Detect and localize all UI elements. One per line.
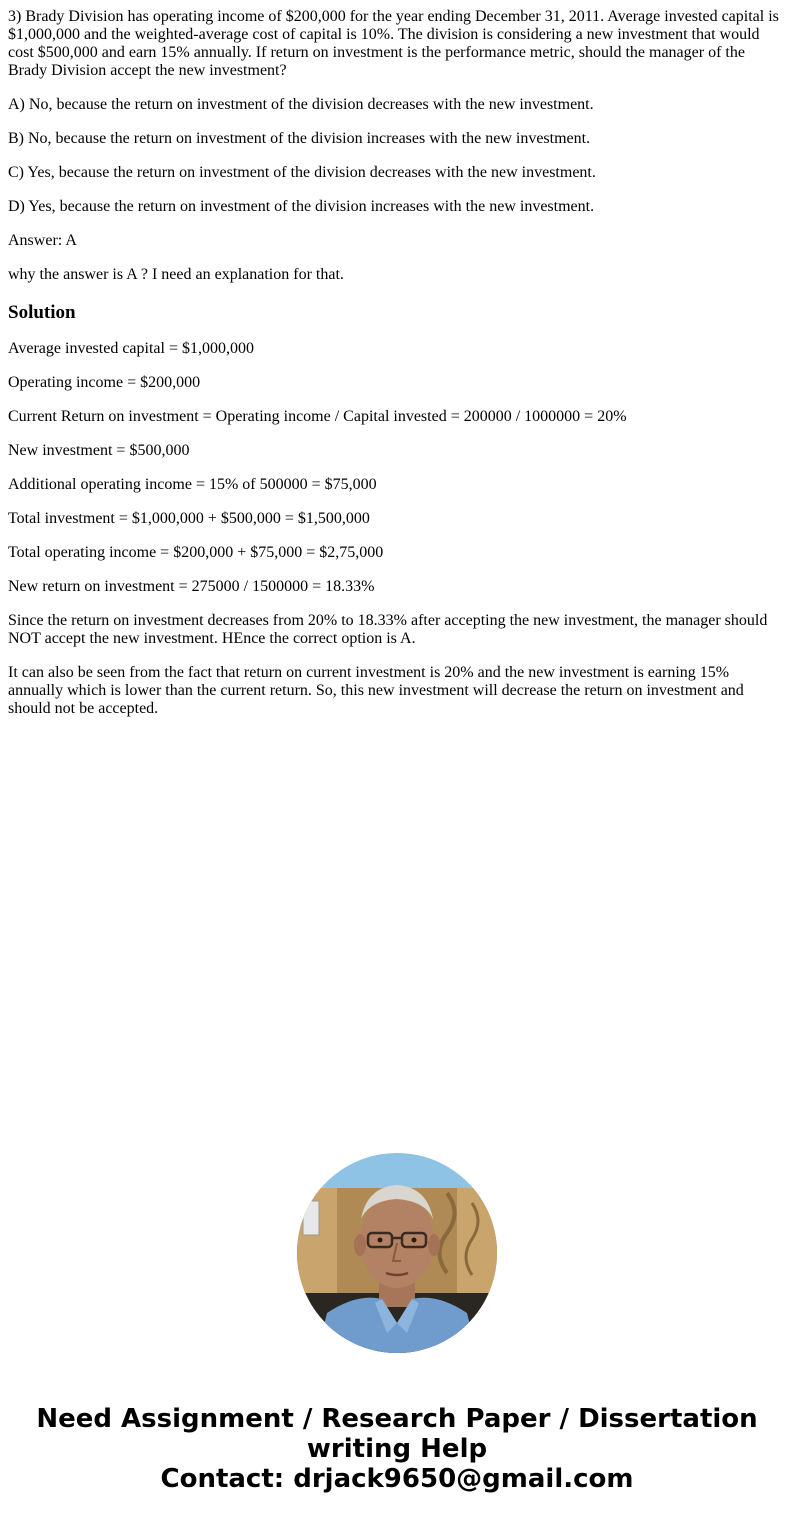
solution-line: Operating income = $200,000 bbox=[8, 374, 201, 391]
document-content bbox=[8, 8, 786, 734]
solution-line: New return on investment = 275000 / 1500000 = 18.33% bbox=[8, 578, 375, 595]
solution-line: Total investment = $1,000,000 + $500,000 = $1,500,000 bbox=[8, 510, 370, 527]
solution-line: New investment = $500,000 bbox=[8, 442, 190, 459]
banner-line: writing Help bbox=[306, 1434, 488, 1464]
solution-conclusion: Since the return on investment decreases from 20% to 18.33% after accepting the new investment, the manager should NOT accept the new investment. HEnce the correct option is A. bbox=[8, 612, 768, 647]
question-text: 3) Brady Division has operating income of $200,000 for the year ending December 31, 2011. Average invested capital is $1,000,000 and the weighted-average cost of capital is 10%. The division is considering a new investment that would cost $500,000 and earn 15% annually. If return on investment is the performance metric, should the manager of the Brady Division accept the new investment? bbox=[8, 8, 779, 79]
option-b: B) No, because the return on investment of the division increases with the new investment. bbox=[8, 130, 591, 147]
answer-text: Answer: A bbox=[8, 232, 77, 249]
banner-line: Need Assignment / Research Paper / Dissertation bbox=[36, 1404, 758, 1434]
solution-line: Additional operating income = 15% of 500000 = $75,000 bbox=[8, 476, 377, 493]
option-a: A) No, because the return on investment of the division decreases with the new investment. bbox=[8, 96, 594, 113]
solution-heading: Solution bbox=[8, 302, 76, 323]
solution-line: Average invested capital = $1,000,000 bbox=[8, 340, 254, 357]
solution-line: Total operating income = $200,000 + $75,000 = $2,75,000 bbox=[8, 544, 384, 561]
followup-question: why the answer is A ? I need an explanation for that. bbox=[8, 266, 344, 283]
option-c: C) Yes, because the return on investment of the division decreases with the new investment. bbox=[8, 164, 596, 181]
option-d: D) Yes, because the return on investment of the division increases with the new investment. bbox=[8, 198, 595, 215]
author-avatar bbox=[297, 1153, 497, 1353]
solution-explanation: It can also be seen from the fact that return on current investment is 20% and the new investment is earning 15% annually which is lower than the current return. So, this new investment will decrease the return on investment and should not be accepted. bbox=[8, 664, 744, 717]
contact-email: Contact: drjack9650@gmail.com bbox=[160, 1464, 634, 1494]
solution-line: Current Return on investment = Operating income / Capital invested = 200000 / 1000000 = 20% bbox=[8, 408, 627, 425]
contact-banner bbox=[0, 1404, 794, 1494]
